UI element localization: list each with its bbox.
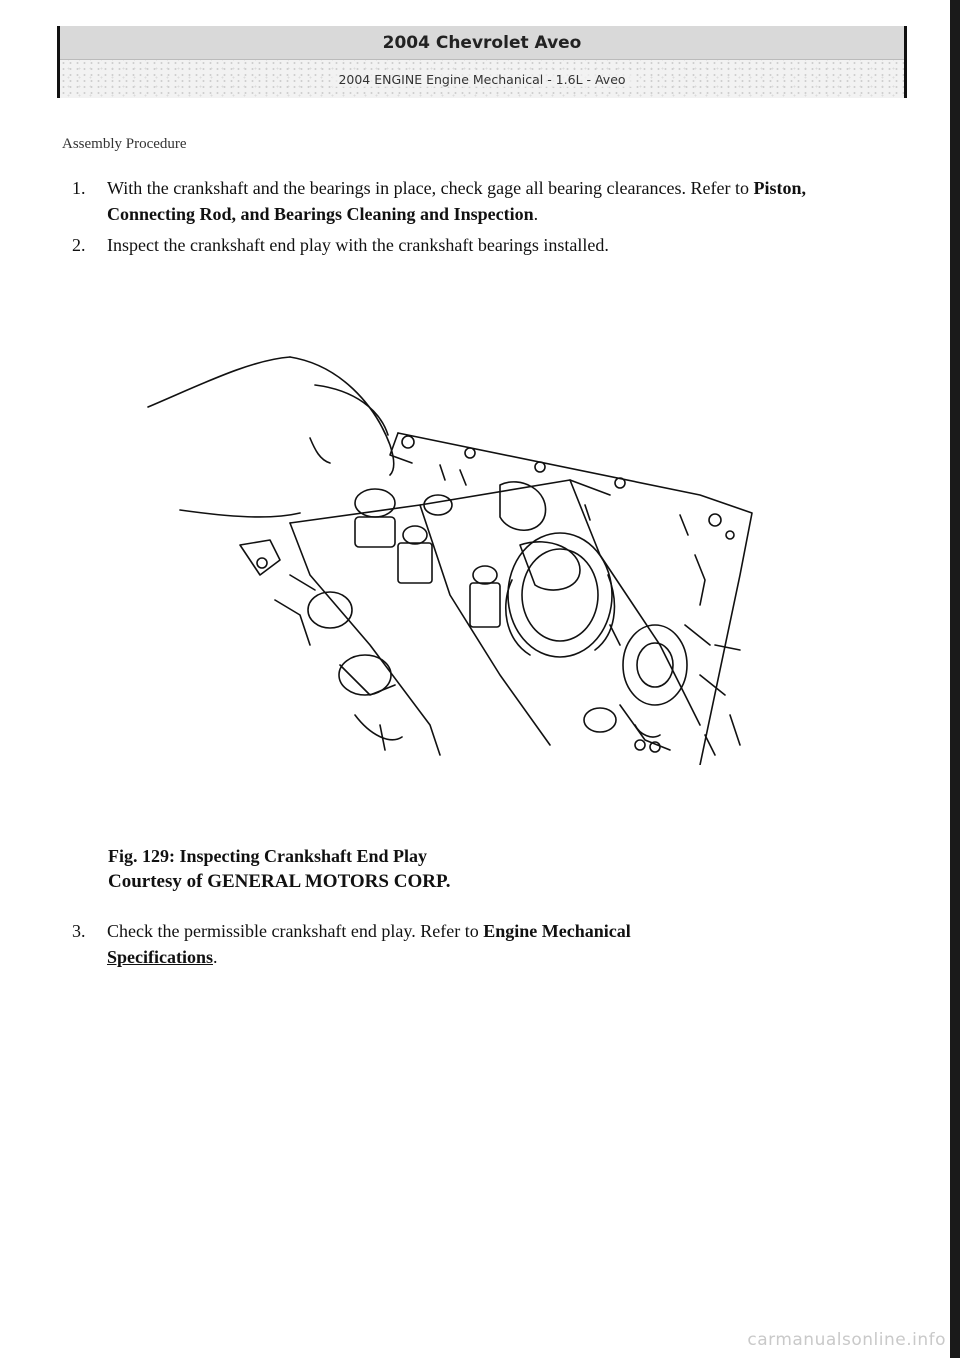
section-label: Assembly Procedure: [62, 136, 187, 152]
specifications-link[interactable]: Specifications: [107, 947, 213, 967]
step-item: [72, 918, 892, 970]
step-text: Check the permissible crankshaft end play. Refer to Engine Mechanical Specifications.: [107, 921, 631, 967]
cleaning-inspection-link[interactable]: Piston, Connecting Rod, and Bearings Cleaning and Inspection: [107, 178, 806, 224]
step-item: [72, 175, 892, 227]
header-subtitle-bar: [60, 60, 904, 98]
page-edge-bar: [950, 0, 960, 1358]
step-text: Inspect the crankshaft end play with the crankshaft bearings installed.: [107, 235, 609, 255]
header-title-bar: [60, 26, 904, 60]
figure-caption: Fig. 129: Inspecting Crankshaft End Play: [108, 846, 428, 866]
step-number: 1.: [72, 178, 86, 198]
figure-credit: Courtesy of GENERAL MOTORS CORP.: [108, 871, 451, 892]
site-watermark: carmanualsonline.info: [747, 1330, 946, 1350]
step-text: With the crankshaft and the bearings in place, check gage all bearing clearances. Refer to Piston, Connecting Rod, and Bearings Cleaning and Inspection.: [107, 178, 806, 224]
step-item: [72, 232, 892, 258]
header-subtitle: 2004 ENGINE Engine Mechanical - 1.6L - Aveo: [332, 72, 631, 87]
engine-crankshaft-illustration: [140, 345, 760, 765]
step-number: 2.: [72, 235, 86, 255]
page-header: [57, 26, 907, 98]
header-title: 2004 Chevrolet Aveo: [382, 32, 582, 53]
engine-mechanical-link[interactable]: Engine Mechanical: [483, 921, 631, 941]
step-number: 3.: [72, 921, 86, 941]
